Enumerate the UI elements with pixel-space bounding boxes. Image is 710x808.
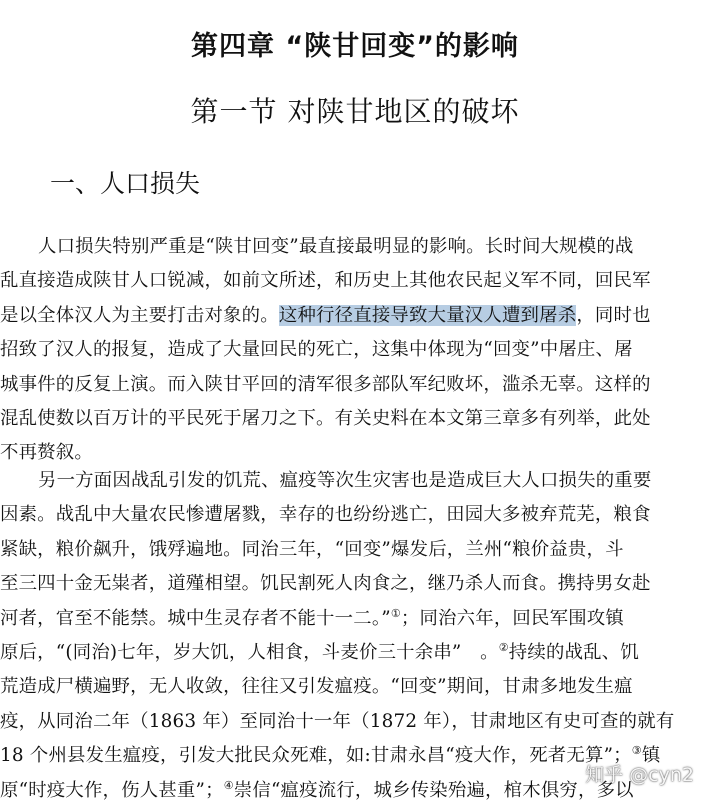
text-segment: 镇 [641,745,661,767]
footnote-marker[interactable]: ① [390,606,401,620]
watermark: 知乎 @cyn2 [585,764,694,786]
text-line [0,602,710,636]
footnote-marker[interactable]: ② [498,640,509,654]
section-title: 第一节 对陕甘地区的破坏 [190,95,520,128]
highlighted-text[interactable]: 这种行径直接导致大量汉人遭到屠杀 [278,304,577,326]
footnote-marker[interactable]: ③ [631,744,642,757]
text-line: 人口损失特别严重是“陕甘回变”最直接最明显的影响。长时间大规模的战 [38,236,634,257]
chapter-title: 第四章 “陕甘回变”的影响 [191,31,519,62]
text-segment: 是以全体汉人为主要打击对象的。 [0,304,279,326]
text-line: 疫，从同治二年（1863 年）至同治十一年（1872 年），甘肃地区有史可查的就有 [0,710,675,732]
text-segment: 持续的战乱、饥 [508,641,639,663]
text-line: 紧缺，粮价飙升，饿殍遍地。同治三年，“回变”爆发后，兰州“粮价益贵，斗 [0,538,624,560]
text-line: 招致了汉人的报复，造成了大量回民的死亡，这集中体现为“回变”中屠庄、屠 [0,339,633,361]
text-segment: 原“时疫大作，伤人甚重”； [0,779,224,801]
text-segment: 河者，官至不能禁。城中生灵存者不能十一二。” [0,607,391,629]
text-line: 乱直接造成陕甘人口锐减，如前文所述，和历史上其他农民起义军不同，回民军 [0,270,651,292]
text-line: 荒造成尸横遍野，无人收敛，往往又引发瘟疫。“回变”期间，甘肃多地发生瘟 [0,676,633,698]
text-line [0,636,710,670]
text-line: 城事件的反复上演。而入陕甘平回的清军很多部队军纪败坏，滥杀无辜。这样的 [0,373,651,395]
footnote-marker[interactable]: ④ [223,778,234,792]
text-segment: 18 个州县发生瘟疫，引发大批民众死难，如:甘肃永昌“疫大作，死者无算”； [0,745,632,767]
text-segment: ；同治六年，回民军围攻镇 [400,607,624,629]
text-segment: 原后，“(同治)七年，岁大饥，人相食，斗麦价三十余串” 。 [0,641,499,663]
text-line: 因素。战乱中大量农民惨遭屠戮，幸存的也纷纷逃亡，田园大多被弃荒芜，粮食 [0,504,651,526]
text-line [0,299,710,333]
paragraph-famine-plague [0,464,710,808]
text-line: 混乱使数以百万计的平民死于屠刀之下。有关史料在本文第三章多有列举，此处 [0,407,651,429]
text-line: 不再赘叙。 [0,442,93,464]
text-line: 另一方面因战乱引发的饥荒、瘟疫等次生灾害也是造成巨大人口损失的重要 [38,470,652,491]
text-line: 至三四十金无粜者，道殣相望。饥民割死人肉食之，继乃杀人而食。携持男女赴 [0,573,651,595]
subsection-title: 一、人口损失 [50,169,201,198]
text-segment: 崇信“瘟疫流行，城乡传染殆遍，棺木俱穷，多以 [233,779,634,801]
paragraph-population-loss [0,230,710,471]
text-segment: ，同时也 [576,304,651,326]
